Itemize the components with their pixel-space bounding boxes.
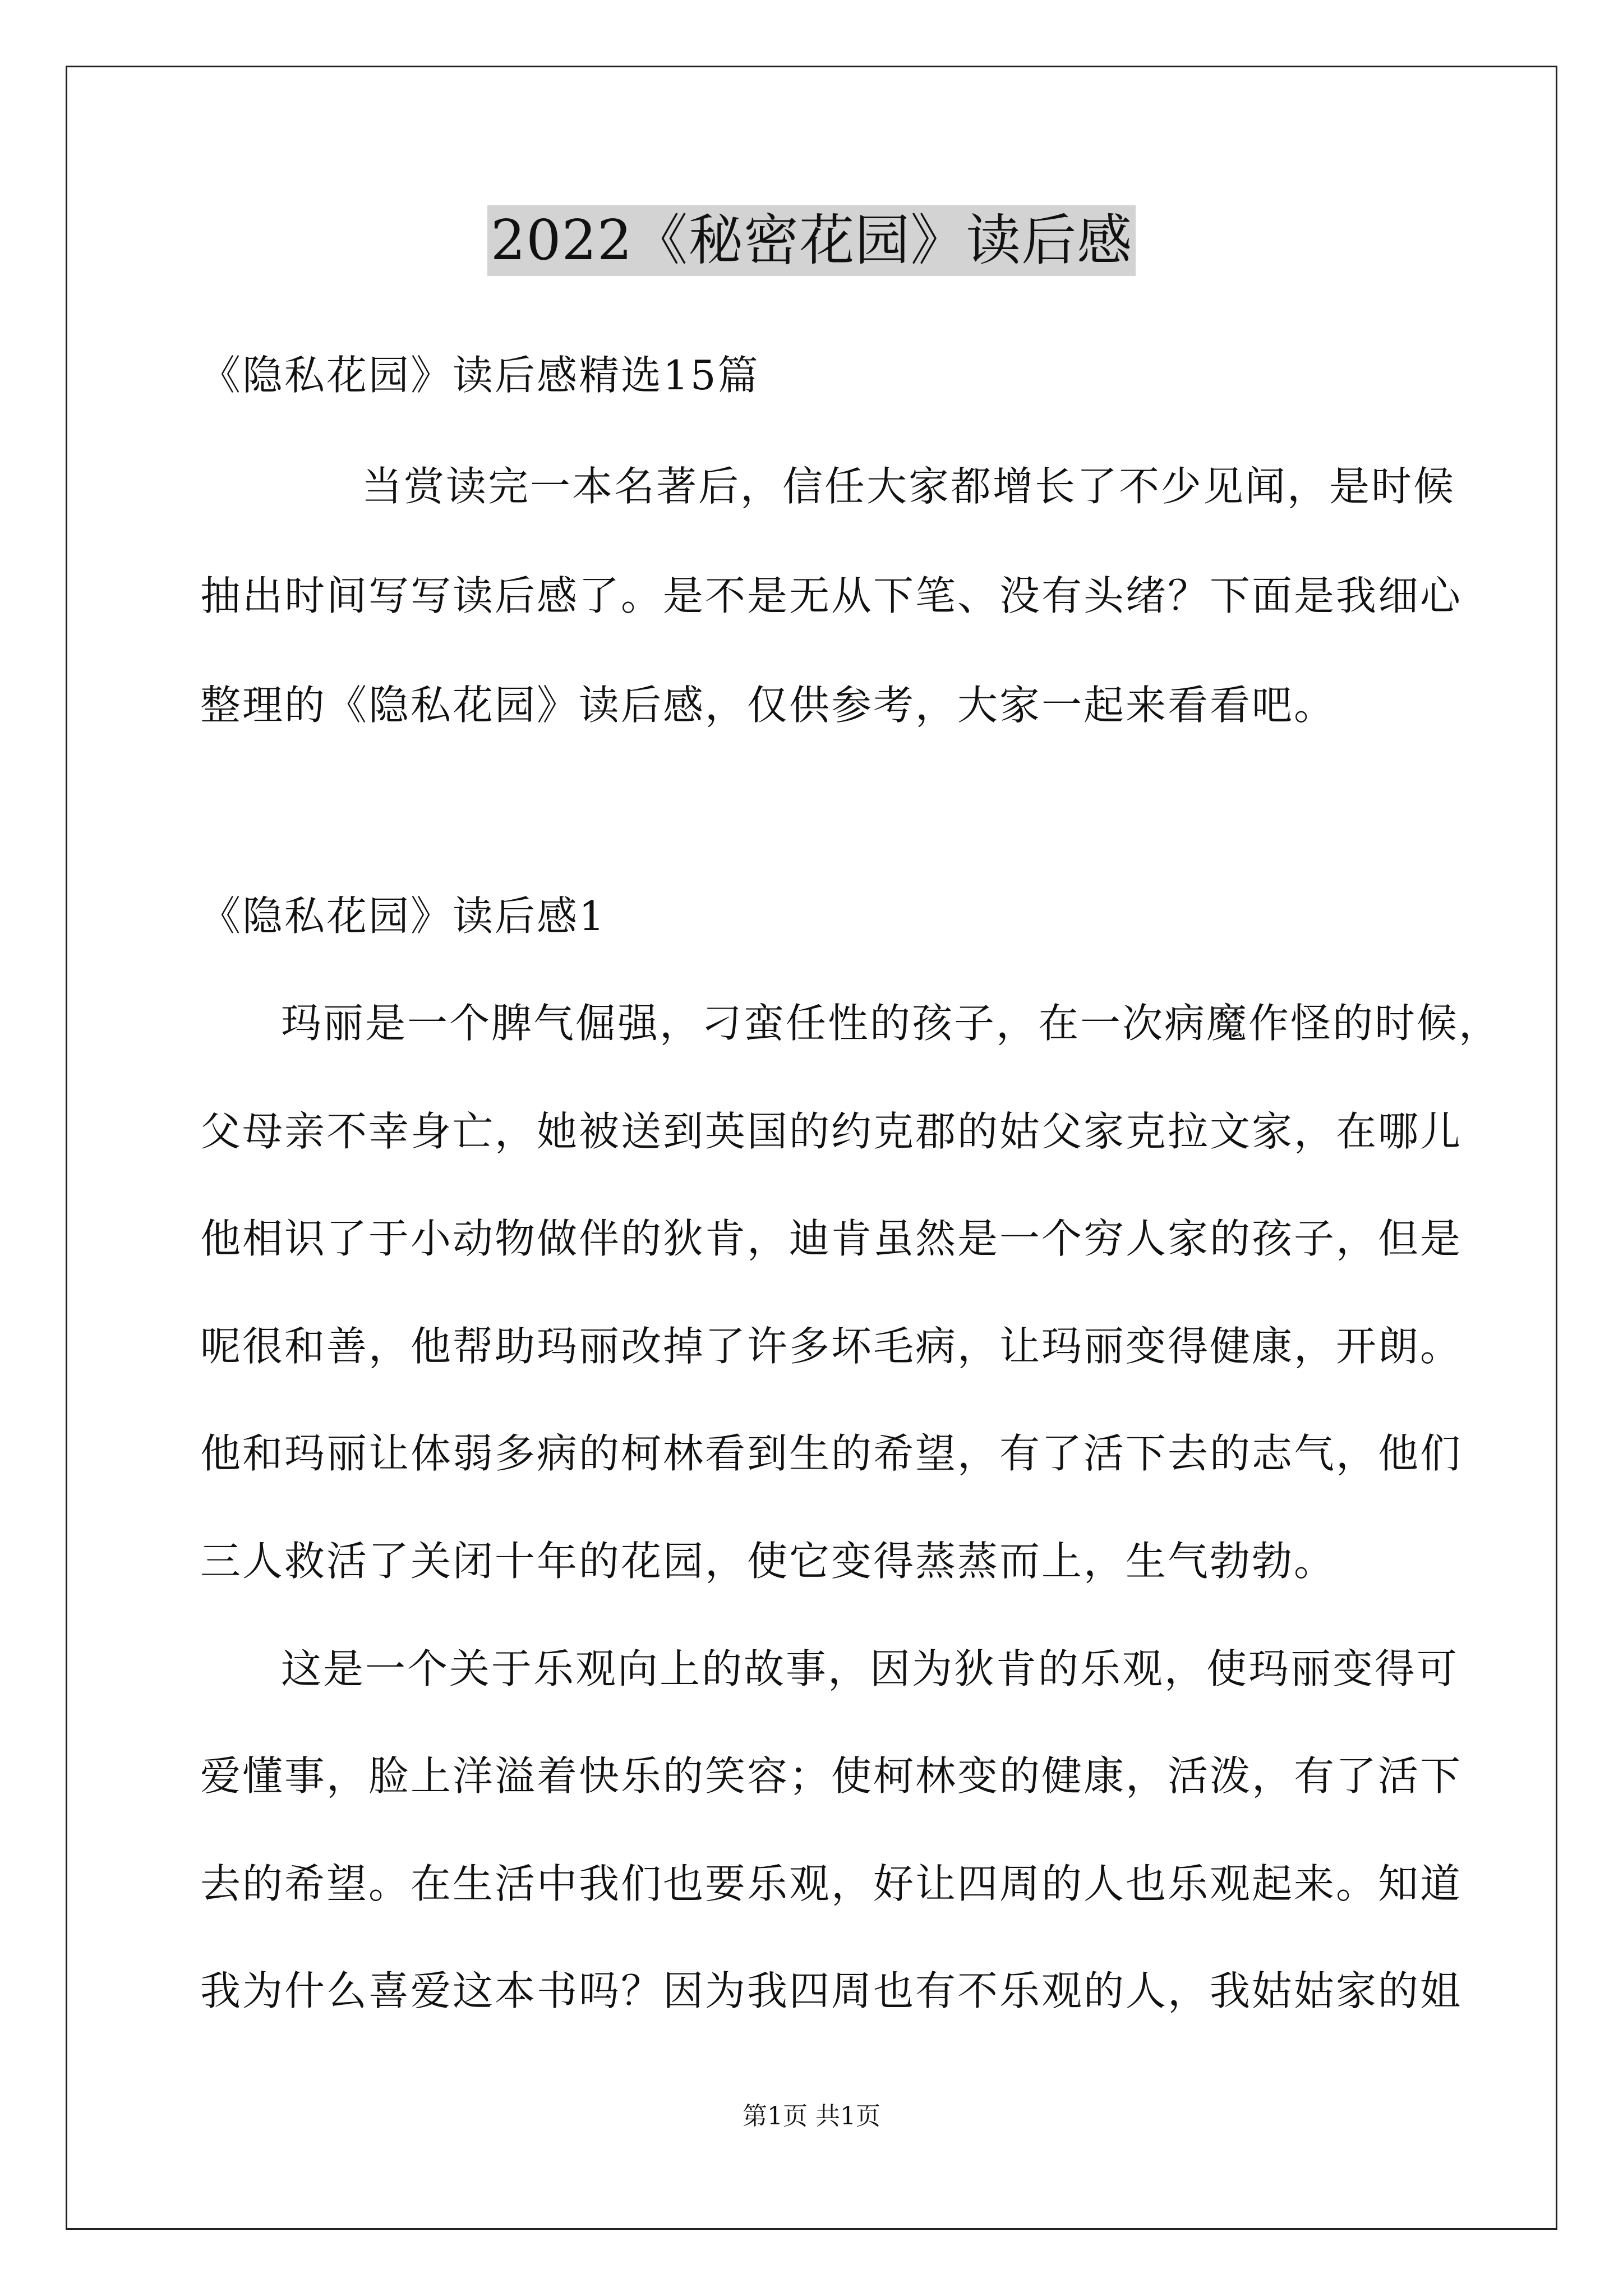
title-container <box>0 205 1623 276</box>
intro-line: 当赏读完一本名著后，信任大家都增长了不少见闻，是时候 <box>362 463 1456 510</box>
paragraph-line: 玛丽是一个脾气倔强，刁蛮任性的孩子，在一次病魔作怪的时候， <box>281 1000 1501 1047</box>
paragraph-line: 他相识了于小动物做伴的狄肯，迪肯虽然是一个穷人家的孩子，但是 <box>200 1215 1463 1262</box>
paragraph-line: 去的希望。在生活中我们也要乐观，好让四周的人也乐观起来。知道 <box>200 1860 1463 1907</box>
paragraph-line: 父母亲不幸身亡，她被送到英国的约克郡的姑父家克拉文家，在哪儿 <box>200 1108 1463 1155</box>
section-heading: 《隐私花园》读后感1 <box>200 892 606 940</box>
document-subtitle: 《隐私花园》读后感精选15篇 <box>200 352 760 399</box>
paragraph-line: 三人救活了关闭十年的花园，使它变得蒸蒸而上，生气勃勃。 <box>200 1538 1336 1585</box>
paragraph-line: 这是一个关于乐观向上的故事，因为狄肯的乐观，使玛丽变得可 <box>281 1645 1459 1692</box>
document-title: 2022《秘密花园》读后感 <box>487 205 1136 276</box>
intro-line: 整理的《隐私花园》读后感，仅供参考，大家一起来看看吧。 <box>200 682 1336 729</box>
paragraph-line: 他和玛丽让体弱多病的柯林看到生的希望，有了活下去的志气，他们 <box>200 1430 1463 1477</box>
paragraph-line: 爱懂事，脸上洋溢着快乐的笑容；使柯林变的健康，活泼，有了活下 <box>200 1752 1463 1800</box>
intro-line: 抽出时间写写读后感了。是不是无从下笔、没有头绪？下面是我细心 <box>200 572 1463 619</box>
paragraph-line: 我为什么喜爱这本书吗？因为我四周也有不乐观的人，我姑姑家的姐 <box>200 1967 1463 2014</box>
paragraph-line: 呢很和善，他帮助玛丽改掉了许多坏毛病，让玛丽变得健康，开朗。 <box>200 1323 1463 1370</box>
page-footer: 第1页 共1页 <box>743 2102 880 2131</box>
